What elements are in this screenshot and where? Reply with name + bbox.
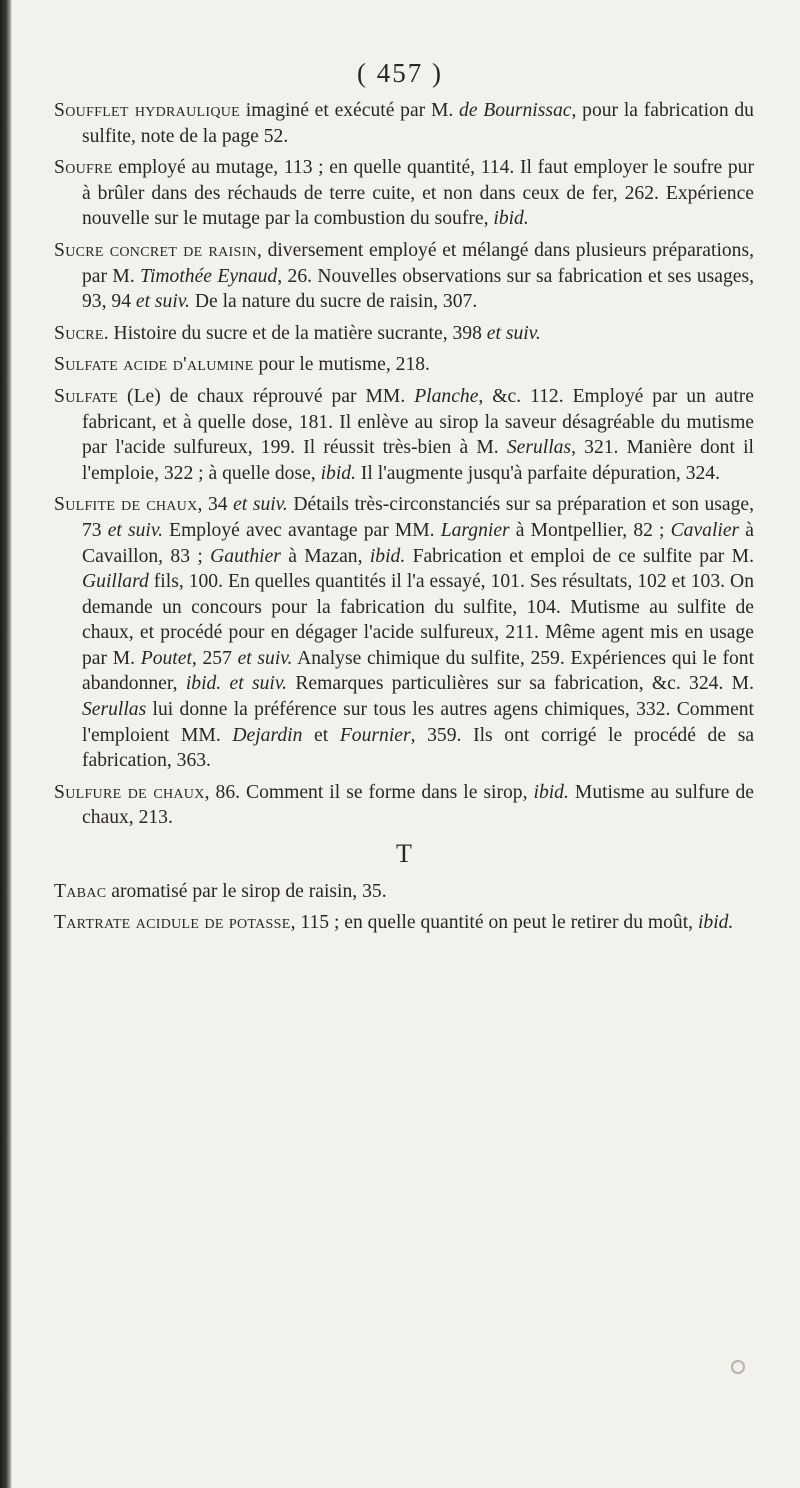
entry-headword: Sulfure de chaux [54, 781, 205, 803]
entry-headword: Tartrate acidule de potasse [54, 912, 291, 934]
entry-text: aromatisé par le sirop de raisin, 35. [106, 880, 387, 902]
section-letter: T [396, 839, 412, 869]
entry-headword: Sulfate [54, 385, 119, 407]
index-entry [54, 780, 754, 831]
index-entries [54, 98, 754, 942]
index-entry [54, 384, 754, 486]
paper-blemish [731, 1360, 745, 1374]
page-number: ( 457 ) [357, 58, 443, 88]
entry-headword: Soufflet hydraulique [54, 100, 240, 121]
entry-headword: Tabac [54, 880, 107, 902]
entry-text: (Le) de chaux réprouvé par MM. Planche, &c. 112. Employé par un autre fabricant, et à quelle dose, 181. Il enlève au sirop la saveur désagréable du mutisme par l'acide sulfureux, 199. Il réussit très-bien à M. Serullas, 321. Manière dont il l'emploie, 322 ; à quelle dose, ibid. Il l'augmente jusqu'à parfaite dépuration, 324. [82, 385, 754, 484]
entry-text: , 34 et suiv. Détails très-circonstanciés sur sa préparation et son usage, 73 et suiv. Employé avec avantage par MM. Largnier à Montpellier, 82 ; Cavalier à Cavaillon, 83 ; Gauthier à Mazan, ibid. Fabrication et emploi de ce sulfite par M. Guillard fils, 100. En quelles quantités il l'a essayé, 101. Ses résultats, 102 et 103. On demande un concours pour la fabrication du sulfite, 104. Mutisme au sulfite de chaux, et procédé pour en dégager l'acide sulfureux, 211. Même agent mis en usage par M. Poutet, 257 et suiv. Analyse chimique du sulfite, 259. Expériences qui le font abandonner, ibid. et suiv. Remarques particulières sur sa fabrication, &c. 324. M. Serullas lui donne la préférence sur tous les autres agens chimiques, 332. Comment l'emploient MM. Dejardin et Fournier, 359. Ils ont corrigé le procédé de sa fabrication, 363. [82, 494, 755, 772]
entry-text: imaginé et exécuté par M. de Bournissac, pour la fabrication du sulfite, note de la page 52. [82, 100, 754, 147]
entry-text: employé au mutage, 113 ; en quelle quantité, 114. Il faut employer le soufre pur à brûler dans des réchauds de terre cuite, et non dans ceux de fer, 262. Expérience nouvelle sur le mutage par la combustion du soufre, ibid. [82, 157, 754, 230]
index-entry [54, 321, 754, 347]
entry-headword: Soufre [54, 157, 113, 179]
index-entry [54, 155, 754, 232]
entry-headword: Sulfite de chaux [54, 494, 198, 516]
index-entry [54, 238, 754, 315]
entry-headword: Sucre [54, 322, 104, 344]
index-entry [54, 492, 754, 774]
entry-text: , diversement employé et mélangé dans plusieurs préparations, par M. Timothée Eynaud, 26. Nouvelles observations sur sa fabrication et ses usages, 93, 94 et suiv. De la nature du sucre de raisin, 307. [82, 239, 755, 313]
index-entry [54, 910, 754, 936]
entry-text: , 115 ; en quelle quantité on peut le retirer du moût, ibid. [290, 912, 734, 934]
entry-text: pour le mutisme, 218. [253, 354, 430, 376]
entry-text: . Histoire du sucre et de la matière sucrante, 398 et suiv. [103, 322, 541, 344]
entries-t [54, 879, 754, 936]
entry-headword: Sulfate acide d'alumine [54, 354, 254, 376]
index-entry [54, 98, 754, 149]
entry-headword: Sucre concret de raisin [54, 239, 257, 261]
entry-text: , 86. Comment il se forme dans le sirop, ibid. Mutisme au sulfure de chaux, 213. [82, 781, 754, 829]
index-entry [54, 879, 754, 905]
entries-s [54, 98, 754, 831]
index-entry [54, 352, 754, 378]
